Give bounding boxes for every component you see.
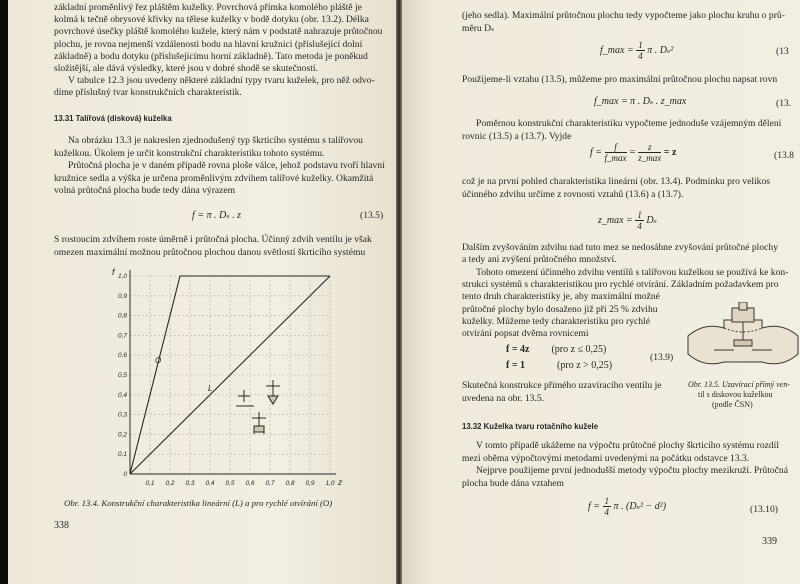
text-line: základní proměnlivý řez pláštěm kuželky. Povrchová přímka komolého pláště je <box>54 2 362 13</box>
y-tick-label: 1,0 <box>117 273 127 280</box>
x-axis-label: z <box>338 478 342 487</box>
text-line: Nejprve použijeme první jednodušší metody výpočtu plochy mezikruží. Průtočná <box>476 465 788 477</box>
equation-13-9b: f = 1 (pro z > 0,25) <box>506 360 613 371</box>
equation-13-7: f_max = π . Dₛ . z_max <box>594 96 687 107</box>
figure-caption-13-5-line3: (podle ČSN) <box>712 400 753 409</box>
equation-number-13-9: (13.9) <box>650 352 674 363</box>
text-line: účinného zdvihu určíme z rovnosti vztahů (13.6) a (13.7). <box>462 188 684 200</box>
text-line: rovnic (13.5) a (13.7). Vyjde <box>462 130 572 142</box>
y-axis-label: f <box>112 267 115 277</box>
equation-number-13-6: (13 <box>776 46 789 57</box>
equation-number-13-7: (13. <box>776 98 792 109</box>
page-number-right: 339 <box>762 536 777 547</box>
y-tick-label: 0 <box>123 471 127 478</box>
section-heading-13-32: 13.32 Kuželka tvaru rotačního kužele <box>462 422 599 431</box>
text-line: V tomto případě ukážeme na výpočtu průtočné plochy škrticího systému rozdíl <box>476 440 780 451</box>
left-page <box>8 0 396 584</box>
text-line: omezen maximální možnou průtočnou plochou danou světlostí škrticího systému <box>54 246 366 258</box>
text-line: což je na první pohled charakteristika lineární (obr. 13.4). Podmínku pro velikos <box>462 176 770 187</box>
y-tick-label: 0,7 <box>117 332 127 340</box>
y-tick-label: 0,6 <box>117 352 127 360</box>
x-tick-label: 0,7 <box>265 480 275 487</box>
series-label-O: O <box>155 356 162 366</box>
y-tick-label: 0,2 <box>117 431 127 439</box>
text-line: strukci systémů s charakteristikou pro rychlé otvírání. Základním požadavkem pro <box>462 278 779 290</box>
valve-sketch-icons <box>236 380 280 434</box>
text-line: povrchové úsečky pláště komolého kužele, který nám v podstatě nahrazuje průtočnou <box>54 26 383 38</box>
text-line: základně) a bodu dotyku (příslušejícímu horní základně). Tato metoda je poněkud <box>54 50 368 62</box>
right-page <box>402 0 800 584</box>
text-line: otvírání popsat dvěma rovnicemi <box>462 328 589 340</box>
figure-caption-13-5-line2: til s diskovou kuželkou <box>698 390 773 399</box>
text-line: složitější, ale dává výsledky, které jsou v dobré shodě se skutečností. <box>54 63 318 74</box>
text-line: kružnice sedla a výška je určena proměnlivým zdvihem talířové kuželky. Okamžitá <box>54 172 374 184</box>
x-tick-label: 0,3 <box>185 480 195 487</box>
y-tick-label: 0,4 <box>117 391 127 399</box>
section-heading-13-31: 13.31 Talířová (disková) kuželka <box>54 114 172 123</box>
y-tick-label: 0,9 <box>117 292 127 300</box>
text-line: plochu, je rovna nejmenší vzdálenosti bodu na hlavní kružnici (příslušející dolní <box>54 38 363 50</box>
equation-number-13-5: (13.5) <box>360 210 384 221</box>
equation-number-13-10: (13.10) <box>750 504 778 515</box>
text-line: průtočné plochy bylo dosaženo již při 25 % zdvihu <box>462 303 658 315</box>
x-tick-label: 0,4 <box>205 480 215 487</box>
y-tick-label: 0,5 <box>117 372 127 379</box>
text-line: Poměrnou konstrukční charakteristiku vypočteme jednoduše vzájemným dělení <box>476 118 782 129</box>
text-line: kuželky. Můžeme tedy charakteristiku pro rychlé <box>462 315 650 327</box>
equation-13-9a: f = 4z (pro z ≤ 0,25) <box>506 344 607 355</box>
text-line: kuželkou. Úkolem je určit konstrukční charakteristiku tohoto systému. <box>54 147 325 159</box>
x-tick-label: 0,8 <box>285 480 295 487</box>
equation-13-8: f = $\frac{f}{f\_\max}$ = $\frac{z}{z\_\max}$ = z <box>590 142 677 163</box>
x-tick-label: 0,5 <box>225 480 235 487</box>
text-line: plocha bude dána vztahem <box>462 477 565 489</box>
equation-number-13-8: (13.8 <box>774 150 794 161</box>
text-line: V tabulce 12.3 jsou uvedeny některé základní typy tvaru kuželek, pro něž odvo- <box>68 75 375 87</box>
y-tick-label: 0,1 <box>117 451 127 459</box>
text-line: Tohoto omezení účinného zdvihu ventilů s talířovou kuželkou se používá ke kon- <box>476 266 789 278</box>
page-number-left: 338 <box>54 520 69 531</box>
text-line: Průtočná plocha je v daném případě rovna ploše válce, jehož podstavu tvoří hlavní <box>68 160 385 172</box>
y-tick-label: 0,8 <box>117 312 127 320</box>
figure-caption-13-5-line1: Obr. 13.5. Uzavírací přímý ven- <box>688 380 790 389</box>
text-line: měru Dₛ <box>462 23 495 34</box>
text-line: S rostoucím zdvihem roste úměrně i průtočná plocha. Účinný zdvih ventilu je však <box>54 234 372 245</box>
x-tick-label: 0,6 <box>245 480 255 487</box>
x-tick-label: 0,1 <box>145 480 155 487</box>
characteristic-chart <box>108 266 348 492</box>
text-line: kolmá k tečně obrysové křivky na tělese kuželky v bodě dotyku (obr. 13.2). Délka <box>54 14 369 26</box>
text-line: Na obrázku 13.3 je nakreslen zjednodušený typ škrticího systému s talířovou <box>68 135 363 146</box>
text-line: volná průtočná plocha bude tedy dána výrazem <box>54 185 236 197</box>
equation-13-5: f = π . Dₛ . z <box>192 210 242 221</box>
y-tick-label: 0,3 <box>117 411 127 419</box>
text-line: (jeho sedla). Maximální průtočnou plochu tedy vypočteme jako plochu kruhu o prů- <box>462 10 785 21</box>
equation-zmax: z_max = $\frac{1}{4}$ Dₛ <box>598 210 657 231</box>
text-line: tento druh charakteristiky je, aby maximální možné <box>462 291 660 303</box>
text-line: díme příslušný tvar konstrukčních charakteristik. <box>54 87 242 99</box>
text-line: Použijeme-li vztahu (13.5), můžeme pro maximální průtočnou plochu napsat rovn <box>462 74 778 85</box>
figure-caption-13-4: Obr. 13.4. Konstrukční charakteristika lineární (L) a pro rychlé otvírání (O) <box>64 498 333 508</box>
equation-13-10: f = $\frac{1}{4}$ π . (Dₛ² − d²) <box>588 496 667 517</box>
x-tick-label: 0,2 <box>165 480 175 487</box>
equation-13-6: f_max = $\frac{1}{4}$ π . Dₛ² <box>600 40 674 61</box>
text-line: uvedena na obr. 13.5. <box>462 392 545 404</box>
series-label-L: L <box>208 383 213 393</box>
text-line: mezi oběma výpočtovými metodami uvedenými na počátku odstavce 13.3. <box>462 452 750 464</box>
text-line: Skutečná konstrukce přímého uzavíracího ventilu je <box>462 380 662 391</box>
text-line: Dalším zvyšováním zdvihu nad tuto mez se nedosáhne zvyšování průtočné plochy <box>462 242 778 253</box>
x-tick-label: 1,0 <box>325 480 335 487</box>
text-line: a tedy ani zvýšení průtočného množství. <box>462 254 617 266</box>
valve-illustration <box>684 302 800 374</box>
x-tick-label: 0,9 <box>305 480 315 487</box>
